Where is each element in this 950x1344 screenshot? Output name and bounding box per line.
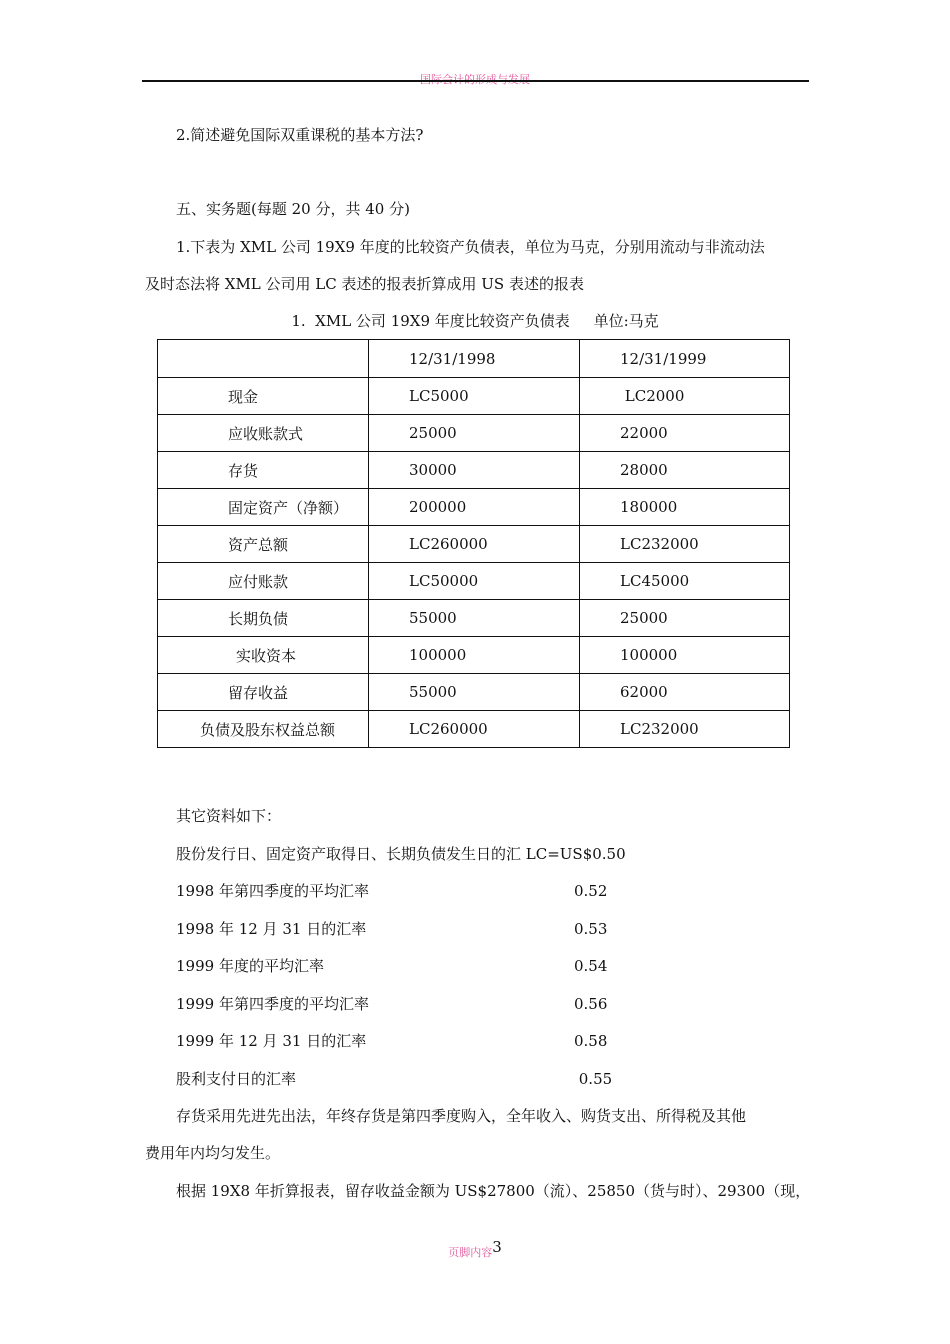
value-1998: 200000 — [369, 489, 580, 526]
exchange-rate-label: 1998 年 12 月 31 日的汇率 — [176, 920, 367, 938]
other-info-intro: 其它资料如下： — [176, 807, 282, 825]
value-1998: LC5000 — [369, 378, 580, 415]
page-number: 3 — [492, 1238, 502, 1256]
row-label: 应收账款式 — [158, 415, 369, 452]
exchange-rate-value: 0.58 — [574, 1032, 608, 1050]
table-caption: 1. XML 公司 19X9 年度比较资产负债表 单位:马克 — [291, 312, 659, 330]
page-footer — [0, 1238, 950, 1262]
value-1999: LC232000 — [580, 526, 790, 563]
value-1999: 180000 — [580, 489, 790, 526]
row-label: 资产总额 — [158, 526, 369, 563]
balance-sheet-table — [157, 339, 790, 748]
header-rule — [142, 80, 809, 82]
row-label: 应付账款 — [158, 563, 369, 600]
question-2: 2.简述避免国际双重课税的基本方法? — [176, 126, 424, 144]
table-header-row — [158, 340, 790, 378]
table-row — [158, 489, 790, 526]
header-cell-1999: 12/31/1999 — [580, 340, 790, 378]
header-cell-blank — [158, 340, 369, 378]
exchange-rate-value: 0.53 — [574, 920, 608, 938]
exchange-rate-value: 0.55 — [574, 1070, 613, 1088]
retained-earnings-line: 根据 19X8 年折算报表，留存收益金额为 US$27800（流）、25850（货与时）、29300（现， — [176, 1182, 811, 1200]
task-1-line-2: 及时态法将 XML 公司用 LC 表述的报表折算成用 US 表述的报表 — [145, 275, 584, 293]
page-header-title: 国际会计的形成与发展 — [420, 73, 530, 86]
exchange-rate-value: 0.52 — [574, 882, 608, 900]
row-label: 负债及股东权益总额 — [158, 711, 369, 748]
exchange-rate-label: 股利支付日的汇率 — [176, 1070, 297, 1088]
row-label: 存货 — [158, 452, 369, 489]
exchange-rate-value: 0.54 — [574, 957, 608, 975]
value-1998: 100000 — [369, 637, 580, 674]
table-row — [158, 711, 790, 748]
table-row — [158, 452, 790, 489]
table-row — [158, 415, 790, 452]
table-row — [158, 674, 790, 711]
value-1998: 55000 — [369, 600, 580, 637]
value-1998: 30000 — [369, 452, 580, 489]
row-label: 留存收益 — [158, 674, 369, 711]
row-label: 现金 — [158, 378, 369, 415]
inventory-line-1: 存货采用先进先出法，年终存货是第四季度购入，全年收入、购货支出、所得税及其他 — [176, 1107, 747, 1125]
row-label: 实收资本 — [158, 637, 369, 674]
table-row — [158, 600, 790, 637]
inventory-line-2: 费用年内均匀发生。 — [145, 1144, 281, 1162]
table-row — [158, 637, 790, 674]
value-1999: LC2000 — [580, 378, 790, 415]
value-1999: LC45000 — [580, 563, 790, 600]
value-1999: 22000 — [580, 415, 790, 452]
value-1998: LC50000 — [369, 563, 580, 600]
value-1999: 28000 — [580, 452, 790, 489]
task-1-line-1: 1.下表为 XML 公司 19X9 年度的比较资产负债表，单位为马克，分别用流动与非流动法 — [176, 238, 765, 256]
exchange-rate-label: 1999 年度的平均汇率 — [176, 957, 324, 975]
table-row — [158, 378, 790, 415]
value-1998: LC260000 — [369, 526, 580, 563]
exchange-rate-label: 1999 年 12 月 31 日的汇率 — [176, 1032, 367, 1050]
row-label: 长期负债 — [158, 600, 369, 637]
footer-text: 页脚内容 — [448, 1246, 493, 1259]
row-label: 固定资产（净额） — [158, 489, 369, 526]
header-cell-1998: 12/31/1998 — [369, 340, 580, 378]
value-1998: 25000 — [369, 415, 580, 452]
exchange-rate-label: 1999 年第四季度的平均汇率 — [176, 995, 369, 1013]
value-1999: 100000 — [580, 637, 790, 674]
value-1998: 55000 — [369, 674, 580, 711]
table-row — [158, 526, 790, 563]
value-1999: 62000 — [580, 674, 790, 711]
exchange-rate-label: 1998 年第四季度的平均汇率 — [176, 882, 369, 900]
value-1999: 25000 — [580, 600, 790, 637]
value-1999: LC232000 — [580, 711, 790, 748]
issue-rate-line: 股份发行日、固定资产取得日、长期负债发生日的汇 LC=US$0.50 — [176, 845, 626, 863]
value-1998: LC260000 — [369, 711, 580, 748]
exchange-rate-value: 0.56 — [574, 995, 608, 1013]
section-5-heading: 五、实务题(每题 20 分，共 40 分) — [176, 200, 410, 218]
table-row — [158, 563, 790, 600]
